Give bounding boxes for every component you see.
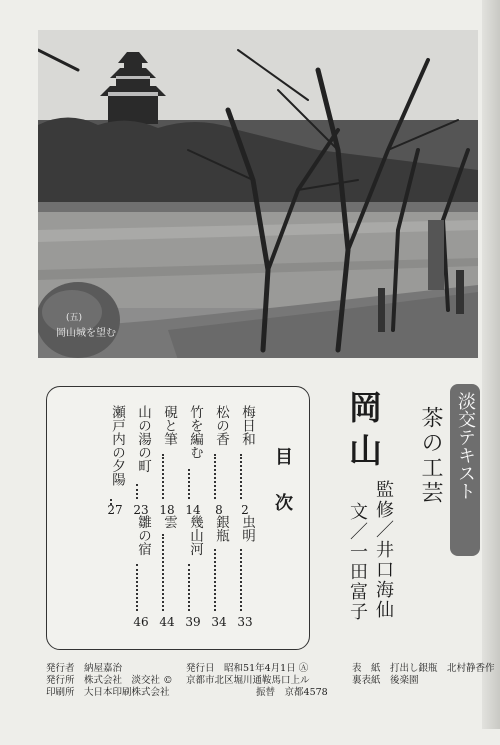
toc-leader-dots xyxy=(240,454,244,499)
table-of-contents xyxy=(46,386,310,650)
toc-entry-page: 39 xyxy=(185,615,201,629)
transfer-label: 振替 xyxy=(256,687,276,698)
toc-entry-title: 幾山河 xyxy=(187,515,203,556)
toc-entry-title: 虫明 xyxy=(239,515,255,542)
page-edge xyxy=(482,0,500,729)
cover-label: 表 紙 xyxy=(352,663,381,674)
transfer-number: 京都4578 xyxy=(284,687,328,698)
toc-leader-dots xyxy=(188,564,192,611)
toc-entry-page: 44 xyxy=(159,615,175,629)
supervisor-label: 監修／ xyxy=(373,480,394,540)
toc-entry-page: 27 xyxy=(107,503,123,517)
photo-caption-mark: (五) xyxy=(66,313,83,323)
colophon-middle: 発行日 昭和51年4月1日 Ⓐ 京都市北区堀川通鞍馬口上ル 振替 京都4578 xyxy=(186,663,328,698)
toc-leader-dots xyxy=(136,484,140,499)
toc-entry-title: 銀瓶 xyxy=(213,515,229,542)
toc-leader-dots xyxy=(240,549,244,611)
toc-entry-page: 34 xyxy=(211,615,227,629)
toc-leader-dots xyxy=(136,564,140,611)
issuer-address: 京都市北区堀川通鞍馬口上ル xyxy=(186,675,310,686)
book-title: 茶の工芸 xyxy=(418,406,443,506)
toc-leader-dots xyxy=(214,549,218,611)
back-cover-label: 裏表紙 xyxy=(352,675,381,686)
toc-entry-page: 23 xyxy=(133,503,149,517)
toc-entry-title: 瀬戸内の夕陽 xyxy=(109,405,125,486)
toc-entry-title: 松の香 xyxy=(213,405,229,446)
toc-leader-dots xyxy=(188,469,192,499)
writer-credit xyxy=(344,502,370,622)
toc-leader-dots xyxy=(214,454,218,499)
series-badge xyxy=(450,384,480,556)
toc-heading: 目次 xyxy=(272,447,293,539)
publisher-label: 発行者 xyxy=(46,663,75,674)
toc-entry-title: 梅日和 xyxy=(239,405,255,446)
toc-entry-title: 山の湯の町 xyxy=(135,405,151,473)
printer: 大日本印刷株式会社 xyxy=(84,687,170,698)
printer-label: 印刷所 xyxy=(46,687,75,698)
toc-entry-page: 14 xyxy=(185,503,201,517)
toc-entry-title: 雛の宿 xyxy=(135,515,151,556)
colophon-right xyxy=(352,663,495,687)
toc-entry-title: 硯と筆 xyxy=(161,405,177,446)
issue-date: 昭和51年4月1日 xyxy=(224,663,296,674)
toc-entry-page: 2 xyxy=(241,503,249,517)
cover-photo xyxy=(38,30,478,358)
castle-photo-image xyxy=(38,30,478,358)
copyright-icon: © xyxy=(163,675,173,686)
toc-entry-title: 竹を編む xyxy=(187,405,203,459)
publisher: 納屋嘉治 xyxy=(84,663,123,674)
supervisor-credit xyxy=(370,480,396,620)
region-title: 岡山 xyxy=(344,390,383,476)
supervisor-name: 井口海仙 xyxy=(373,540,394,620)
toc-entry-title: 雲 xyxy=(161,515,177,529)
toc-entry-page: 46 xyxy=(133,615,149,629)
series-label: 淡交テキスト xyxy=(455,392,476,500)
writer-label: 文／ xyxy=(347,502,368,542)
issuer: 株式会社 淡交社 xyxy=(84,675,161,686)
toc-leader-dots xyxy=(162,534,166,611)
back-cover-credit: 後楽園 xyxy=(390,675,419,686)
writer-name: 一田富子 xyxy=(347,542,368,622)
issuer-label: 発行所 xyxy=(46,675,75,686)
toc-entry-page: 8 xyxy=(215,503,223,517)
date-label: 発行日 xyxy=(186,663,215,674)
colophon-left xyxy=(46,663,173,699)
toc-entry-page: 18 xyxy=(159,503,175,517)
toc-entry-page: 33 xyxy=(237,615,253,629)
cover-credit: 打出し銀瓶 北村静香作 xyxy=(390,663,495,674)
toc-leader-dots xyxy=(162,454,166,499)
photo-caption: 岡山城を望む xyxy=(56,328,116,339)
